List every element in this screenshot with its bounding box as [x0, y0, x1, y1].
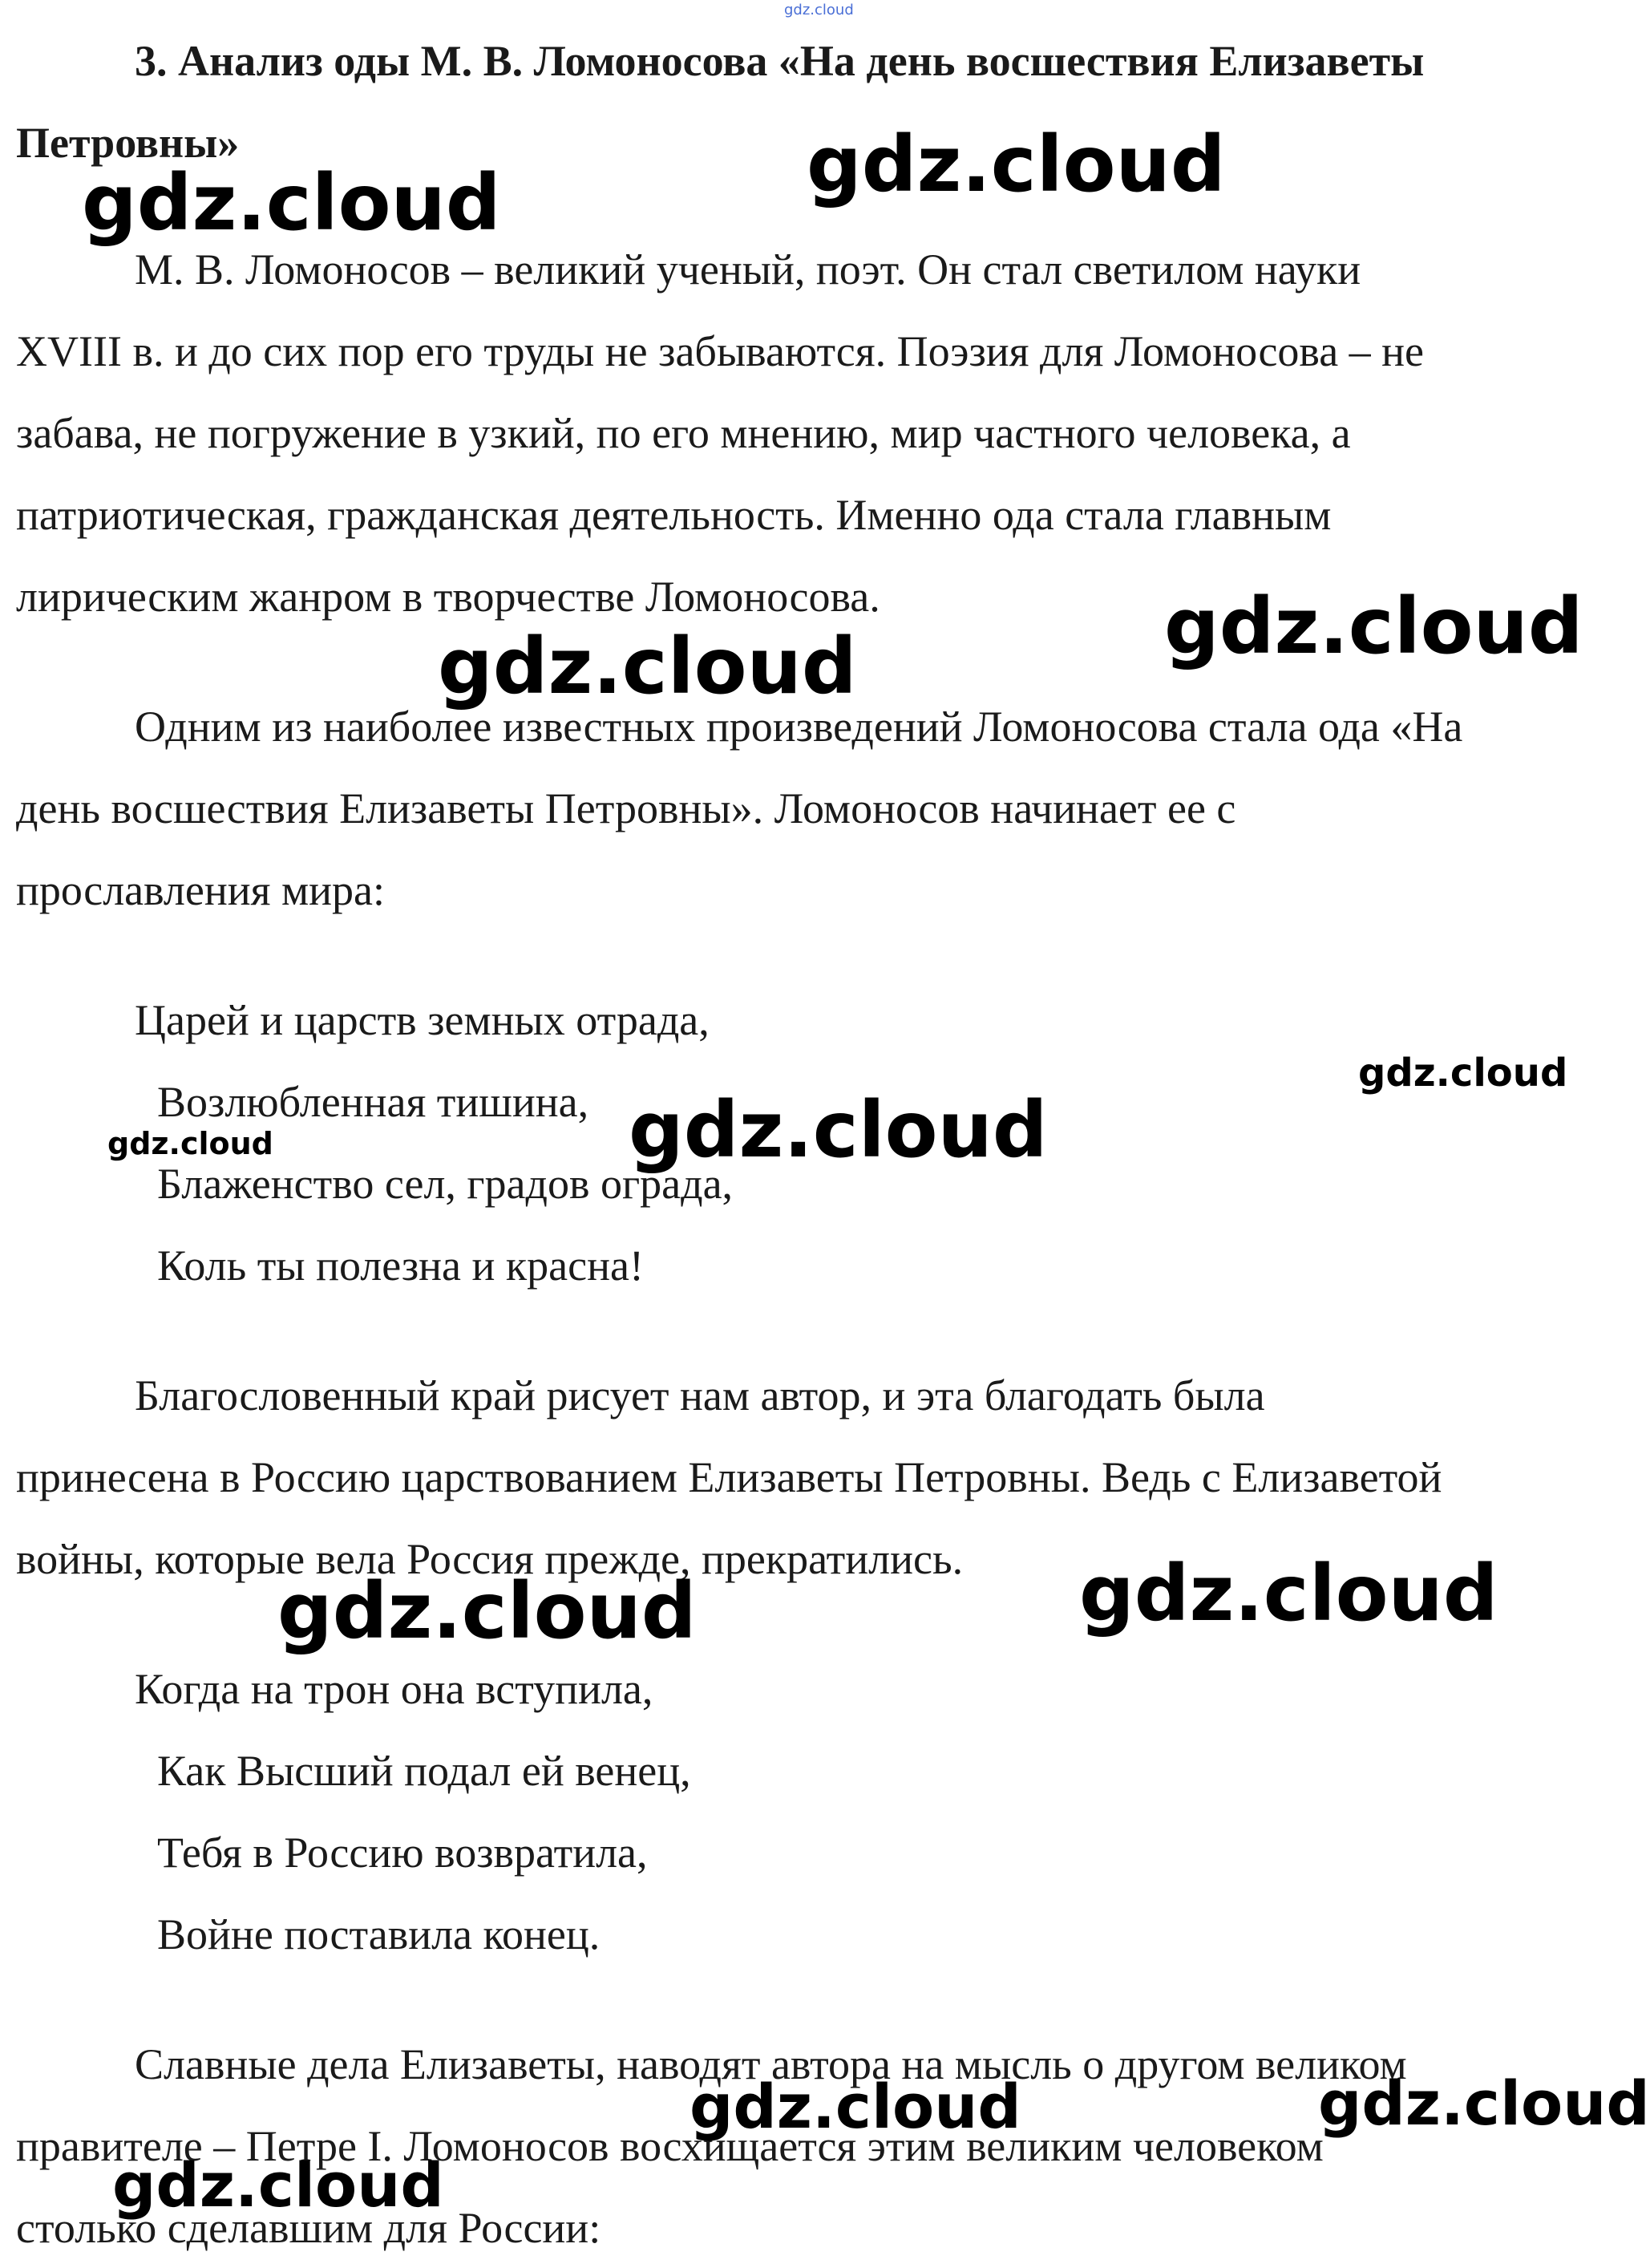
paragraph-2-line-3: прославления мира:	[16, 866, 386, 914]
paragraph-4-line-1: Славные дела Елизаветы, наводят автора на мысль о другом великом	[135, 2040, 1407, 2088]
paragraph-3-line-3: войны, которые вела Россия прежде, прекратились.	[16, 1535, 964, 1583]
stanza-2-line-3: Тебя в Россию возвратила,	[157, 1829, 648, 1877]
title-line-2: Петровны»	[16, 119, 240, 167]
paragraph-1-line-2: XVIII в. и до сих пор его труды не забываются. Поэзия для Ломоносова – не	[16, 327, 1425, 375]
watermark: gdz.cloud	[629, 1085, 1048, 1175]
stanza-2-line-4: Войне поставила конец.	[157, 1910, 601, 1958]
watermark: gdz.cloud	[438, 622, 857, 711]
watermark: gdz.cloud	[1079, 1549, 1498, 1638]
watermark: gdz.cloud	[1164, 581, 1583, 671]
stanza-1-line-3: Блаженство сел, градов ограда,	[157, 1160, 734, 1208]
watermark: gdz.cloud	[1358, 1051, 1568, 1096]
watermark: gdz.cloud	[277, 1566, 697, 1656]
stanza-2-line-1: Когда на трон она вступила,	[135, 1665, 653, 1713]
header-watermark: gdz.cloud	[784, 2, 854, 18]
paragraph-1-line-4: патриотическая, гражданская деятельность. Именно ода стала главным	[16, 491, 1332, 539]
paragraph-4-line-3: столько сделавшим для России:	[16, 2204, 601, 2252]
paragraph-3-line-2: принесена в Россию царствованием Елизаветы Петровны. Ведь с Елизаветой	[16, 1453, 1442, 1501]
paragraph-2-line-1: Одним из наиболее известных произведений Ломоносова стала ода «На	[135, 703, 1463, 751]
paragraph-1-line-3: забава, не погружение в узкий, по его мнению, мир частного человека, а	[16, 409, 1351, 457]
title-line-1: 3. Анализ оды М. В. Ломоносова «На день восшествия Елизаветы	[135, 37, 1425, 85]
paragraph-1-line-1: М. В. Ломоносов – великий ученый, поэт. Он стал светилом науки	[135, 245, 1361, 294]
watermark: gdz.cloud	[1318, 2068, 1650, 2139]
watermark: gdz.cloud	[82, 158, 501, 248]
stanza-1-line-1: Царей и царств земных отрада,	[135, 996, 710, 1044]
paragraph-2-line-2: день восшествия Елизаветы Петровны». Ломоносов начинает ее с	[16, 784, 1236, 832]
watermark: gdz.cloud	[690, 2071, 1021, 2142]
stanza-2-line-2: Как Высший подал ей венец,	[157, 1747, 691, 1795]
paragraph-4-line-2: правителе – Петре I. Ломоносов восхищается этим великим человеком	[16, 2122, 1324, 2170]
watermark: gdz.cloud	[807, 119, 1226, 209]
paragraph-3-line-1: Благословенный край рисует нам автор, и эта благодать была	[135, 1371, 1265, 1420]
watermark: gdz.cloud	[107, 1126, 273, 1161]
watermark: gdz.cloud	[112, 2149, 444, 2221]
stanza-1-line-4: Коль ты полезна и красна!	[157, 1241, 644, 1290]
paragraph-1-line-5: лирическим жанром в творчестве Ломоносова.	[16, 573, 880, 621]
stanza-1-line-2: Возлюбленная тишина,	[157, 1078, 589, 1126]
